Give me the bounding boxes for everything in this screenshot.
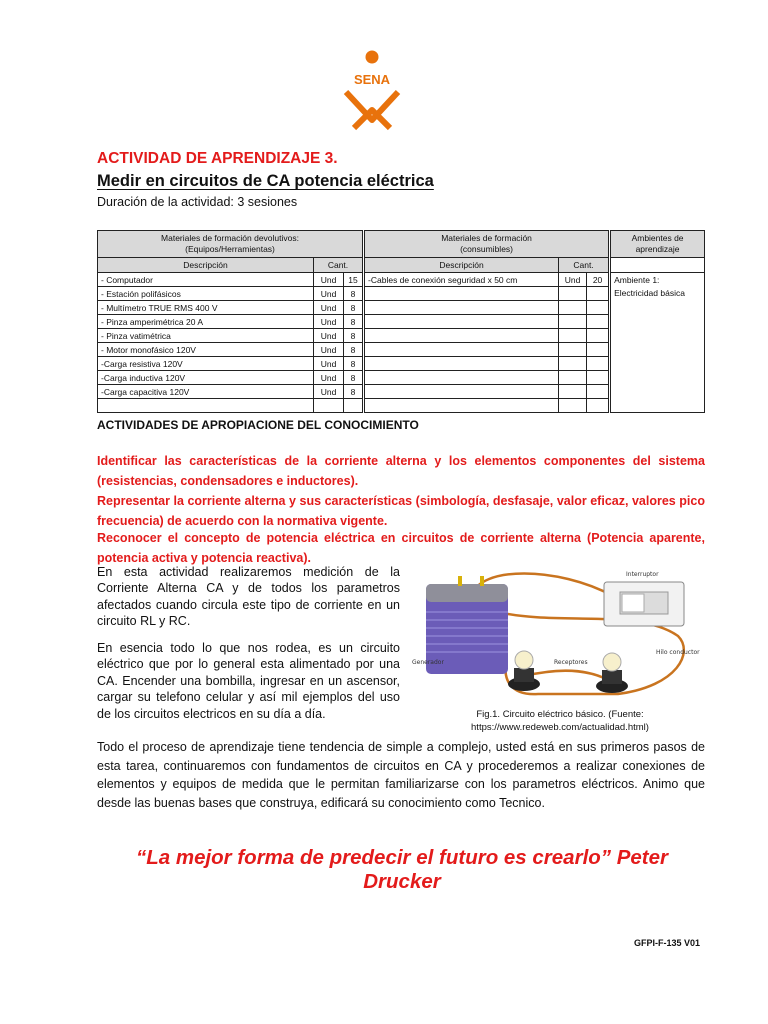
objective-3: Reconocer el concepto de potencia eléctrica en circuitos de corriente alterna (Potencia aparente, potencia activa y potencia reactiva). bbox=[97, 531, 705, 565]
equipment-qty: 8 bbox=[344, 343, 363, 357]
col-descripcion-2: Descripción bbox=[365, 258, 559, 273]
activity-duration: Duración de la actividad: 3 sesiones bbox=[97, 195, 298, 209]
equipment-desc: - Multímetro TRUE RMS 400 V bbox=[98, 301, 314, 315]
equipment-unit: Und bbox=[314, 301, 344, 315]
table-row bbox=[98, 273, 705, 287]
consumable-unit bbox=[559, 315, 587, 329]
consumable-desc: -Cables de conexión seguridad x 50 cm bbox=[365, 273, 559, 287]
header-devolutivos: Materiales de formación devolutivos: (Equipos/Herramientas) bbox=[98, 231, 363, 258]
consumable-desc bbox=[365, 301, 559, 315]
activity-title: Medir en circuitos de CA potencia eléctrica bbox=[97, 172, 434, 190]
equipment-desc: -Carga capacitiva 120V bbox=[98, 385, 314, 399]
consumable-qty bbox=[587, 329, 609, 343]
consumable-qty bbox=[587, 315, 609, 329]
equipment-qty: 8 bbox=[344, 371, 363, 385]
consumable-unit bbox=[559, 385, 587, 399]
quote: “La mejor forma de predecir el futuro es crearlo” Peter Drucker bbox=[135, 846, 669, 893]
equipment-desc: - Motor monofásico 120V bbox=[98, 343, 314, 357]
equipment-desc bbox=[98, 399, 314, 413]
equipment-desc: - Computador bbox=[98, 273, 314, 287]
document-code: GFPI-F-135 V01 bbox=[634, 938, 701, 948]
consumable-desc bbox=[365, 399, 559, 413]
label-hilo: Hilo conductor bbox=[656, 649, 700, 656]
equipment-unit bbox=[314, 399, 344, 413]
consumable-qty bbox=[587, 287, 609, 301]
consumable-unit bbox=[559, 371, 587, 385]
equipment-desc: - Pinza vatimétrica bbox=[98, 329, 314, 343]
equipment-qty bbox=[344, 399, 363, 413]
objective-1: Identificar las características de la corriente alterna y los elementos componentes del sistema (resistencias, condensadores e inductores). bbox=[97, 454, 705, 488]
equipment-desc: - Pinza amperimétrica 20 A bbox=[98, 315, 314, 329]
circuit-illustration bbox=[408, 556, 704, 706]
col-descripcion: Descripción bbox=[98, 258, 314, 273]
consumable-unit bbox=[559, 287, 587, 301]
equipment-desc: - Estación polifásicos bbox=[98, 287, 314, 301]
objective-2: Representar la corriente alterna y sus características (simbología, desfasaje, valor eficaz, valores pico frecuencia) de acuerdo con la normativa vigente. bbox=[97, 494, 705, 528]
consumable-qty bbox=[587, 399, 609, 413]
consumable-unit bbox=[559, 301, 587, 315]
consumable-desc bbox=[365, 385, 559, 399]
switch-icon bbox=[604, 582, 684, 626]
header-ambientes: Ambientes de aprendizaje bbox=[611, 231, 705, 258]
consumable-unit: Und bbox=[559, 273, 587, 287]
consumable-qty bbox=[587, 301, 609, 315]
equipment-qty: 8 bbox=[344, 287, 363, 301]
equipment-unit: Und bbox=[314, 357, 344, 371]
consumable-desc bbox=[365, 329, 559, 343]
equipment-desc: -Carga inductiva 120V bbox=[98, 371, 314, 385]
figure-caption: Fig.1. Circuito eléctrico básico. (Fuente: https://www.redeweb.com/actualidad.html) bbox=[471, 709, 649, 733]
equipment-unit: Und bbox=[314, 343, 344, 357]
equipment-qty: 8 bbox=[344, 329, 363, 343]
logo-text: SENA bbox=[353, 72, 391, 87]
consumable-qty bbox=[587, 357, 609, 371]
consumable-desc bbox=[365, 343, 559, 357]
consumable-qty bbox=[587, 385, 609, 399]
activity-heading: ACTIVIDAD DE APRENDIZAJE 3. bbox=[97, 150, 338, 167]
consumable-qty: 20 bbox=[587, 273, 609, 287]
consumable-desc bbox=[365, 371, 559, 385]
equipment-unit: Und bbox=[314, 315, 344, 329]
paragraph-2: En esencia todo lo que nos rodea, es un circuito eléctrico que por lo general esta alimentado por una CA. Encender una bombilla, ingresar en un ascensor, cargar su telefono celular y así mil ejemplos del uso de los circuitos electricos en su día a día. bbox=[97, 641, 400, 721]
paragraph-3: Todo el proceso de aprendizaje tiene tendencia de simple a complejo, usted está en sus primeros pasos de esta tarea, continuaremos con fundamentos de circuitos en CA y procederemos a realizar conexiones de elementos y equipos de medida que le permitan familiarizarse con los parametros eléctricos. Animo que desde las buenas bases que construya, edificará su conocimiento como Tecnico. bbox=[97, 740, 705, 810]
consumable-desc bbox=[365, 357, 559, 371]
consumable-unit bbox=[559, 343, 587, 357]
equipment-qty: 8 bbox=[344, 315, 363, 329]
label-interruptor: Interruptor bbox=[626, 571, 659, 578]
consumable-qty bbox=[587, 371, 609, 385]
equipment-unit: Und bbox=[314, 329, 344, 343]
materials-table bbox=[97, 230, 705, 413]
header-consumibles: Materiales de formación (consumibles) bbox=[365, 231, 609, 258]
equipment-desc: -Carga resistiva 120V bbox=[98, 357, 314, 371]
equipment-qty: 8 bbox=[344, 385, 363, 399]
equipment-qty: 8 bbox=[344, 357, 363, 371]
consumable-unit bbox=[559, 399, 587, 413]
equipment-unit: Und bbox=[314, 273, 344, 287]
paragraph-1: En esta actividad realizaremos medición de la Corriente Alterna CA y de todos los parametros afectados cuando circula este tipo de corriente en un circuito RL y RC. bbox=[97, 565, 400, 629]
col-cant-2: Cant. bbox=[559, 258, 609, 273]
consumable-qty bbox=[587, 343, 609, 357]
environment-cell: Ambiente 1: Electricidad básica bbox=[611, 273, 705, 413]
label-receptores: Receptores bbox=[554, 659, 588, 666]
consumable-unit bbox=[559, 357, 587, 371]
equipment-unit: Und bbox=[314, 371, 344, 385]
sena-logo bbox=[342, 48, 402, 140]
equipment-unit: Und bbox=[314, 287, 344, 301]
equipment-qty: 8 bbox=[344, 301, 363, 315]
label-generador: Generador bbox=[412, 659, 444, 666]
consumable-desc bbox=[365, 315, 559, 329]
section-title: ACTIVIDADES DE APROPIACIONE DEL CONOCIMIENTO bbox=[97, 418, 419, 432]
equipment-unit: Und bbox=[314, 385, 344, 399]
consumable-desc bbox=[365, 287, 559, 301]
equipment-qty: 15 bbox=[344, 273, 363, 287]
consumable-unit bbox=[559, 329, 587, 343]
col-cant: Cant. bbox=[314, 258, 363, 273]
